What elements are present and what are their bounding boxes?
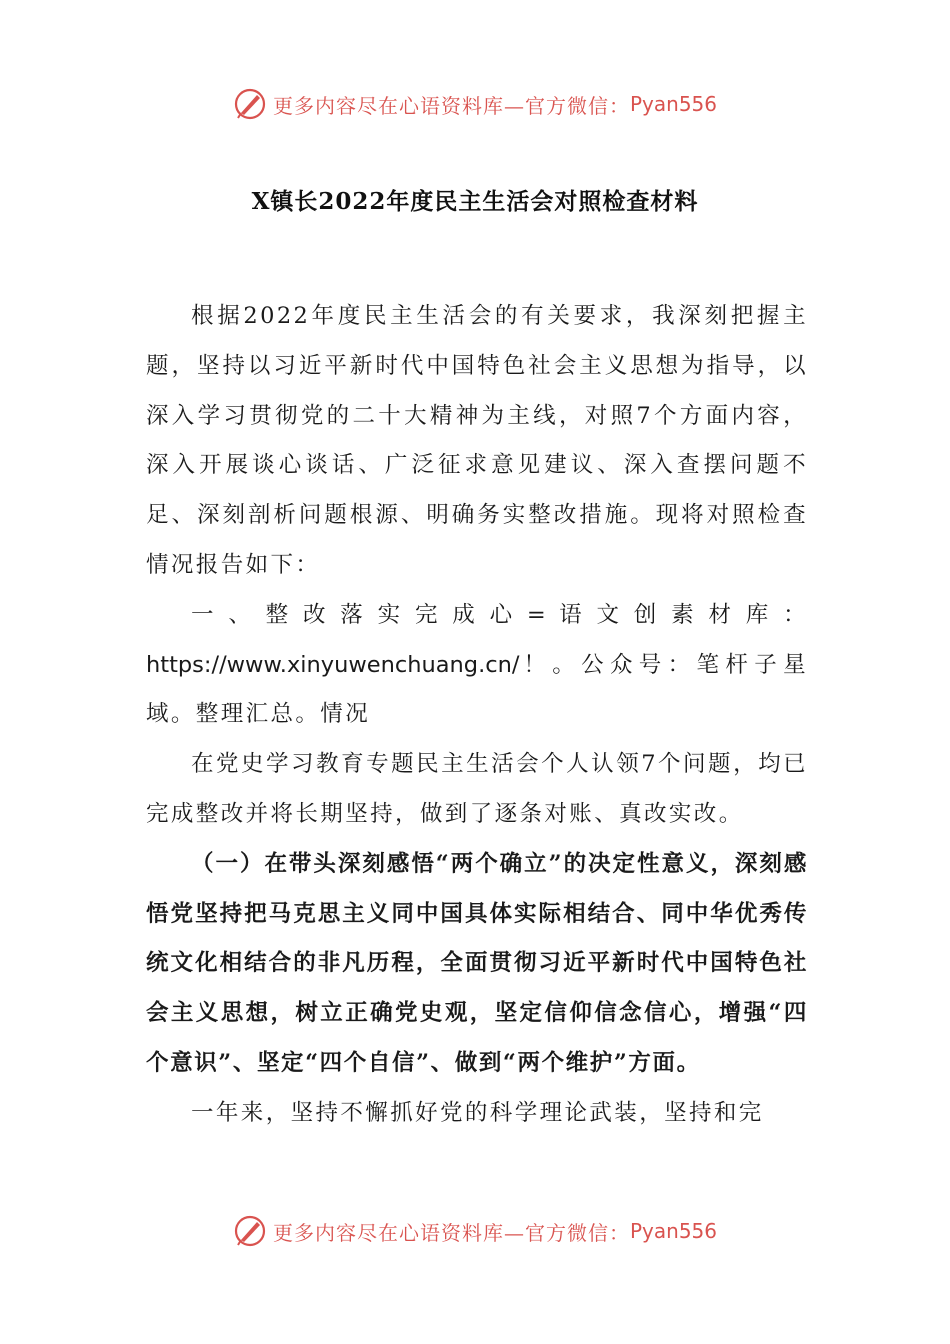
document-body xyxy=(146,292,808,1139)
document-title: X镇长2022年度民主生活会对照检查材料 xyxy=(251,188,699,215)
section-suffix: ！。公众号：笔杆子星域。整理汇总。情况 xyxy=(146,651,808,728)
paragraph-2: 在党史学习教育专题民主生活会个人认领7个问题，均已完成整改并将长期坚持，做到了逐条对账、真改实改。 xyxy=(146,751,808,827)
watermark-text: 更多内容尽在心语资料库—官方微信： xyxy=(272,93,630,118)
watermark-id: Pyan556 xyxy=(629,1219,717,1243)
watermark-banner-top xyxy=(0,84,950,124)
watermark-id: Pyan556 xyxy=(629,92,717,116)
paragraph-intro: 根据2022年度民主生活会的有关要求，我深刻把握主题，坚持以习近平新时代中国特色社会主义思想为指导，以深入学习贯彻党的二十大精神为主线，对照7个方面内容，深入开展谈心谈话、广泛征求意见建议、深入查摆问题不足、深刻剖析问题根源、明确务实整改措施。现将对照检查情况报告如下： xyxy=(146,303,808,578)
section-prefix: 一 、 整 改 落 实 完 成 心 = 语 文 创 素 材 库 ： xyxy=(191,601,808,628)
source-url-link[interactable]: https://www.xinyuwenchuang.cn/ xyxy=(146,651,520,678)
bold-heading-1: （一）在带头深刻感悟“两个确立”的决定性意义，深刻感悟党坚持把马克思主义同中国具体实际相结合、同中华优秀传统文化相结合的非凡历程，全面贯彻习近平新时代中国特色社会主义思想，树立正确党史观，坚定信仰信念信心，增强“四个意识”、坚定“四个自信”、做到“两个维护”方面。 xyxy=(146,850,808,1076)
quill-logo-icon xyxy=(233,87,267,121)
watermark-text: 更多内容尽在心语资料库—官方微信： xyxy=(272,1220,630,1245)
watermark-banner-bottom xyxy=(0,1211,950,1251)
paragraph-3: 一年来，坚持不懈抓好党的科学理论武装，坚持和完 xyxy=(191,1099,764,1126)
quill-logo-icon xyxy=(233,1214,267,1248)
section-heading-1 xyxy=(146,591,808,740)
